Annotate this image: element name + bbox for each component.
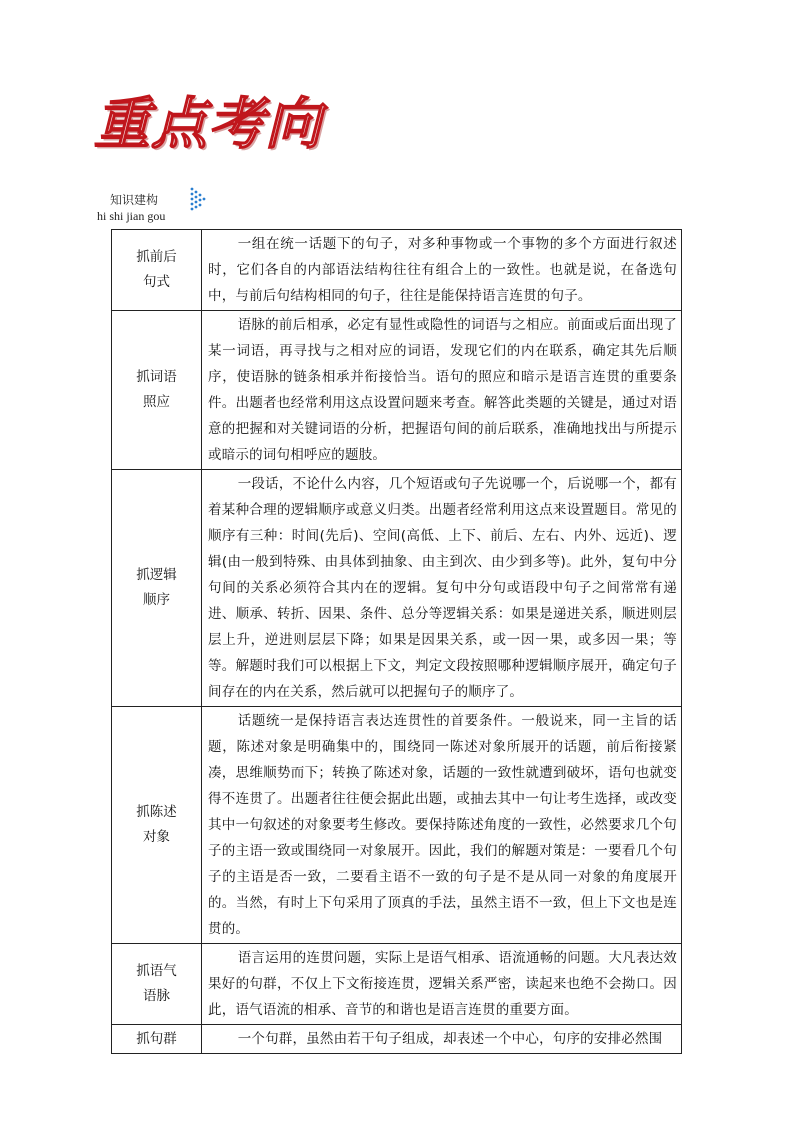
row-content: 语言运用的连贯问题，实际上是语气相承、语流通畅的问题。大凡表达效果好的句群，不仅上下文衔接连贯，逻辑关系严密，读起来也绝不会拗口。因此，语气语流的相承、音节的和谐也是语言连贯的重要方面。 [202,944,682,1025]
row-content: 一个句群，虽然由若干句子组成，却表述一个中心，句序的安排必然围 [202,1025,682,1054]
row-label: 抓句群 [112,1025,202,1054]
row-label: 抓陈述 对象 [112,707,202,944]
table-row [112,470,682,707]
row-content: 一组在统一话题下的句子，对多种事物或一个事物的多个方面进行叙述时，它们各自的内部语法结构往往有组合上的一致性。也就是说，在备选句中，与前后句结构相同的句子，往往是能保持语言连贯的句子。 [202,230,682,311]
table-row [112,707,682,944]
table-row [112,230,682,311]
table-row [112,311,682,470]
table-row [112,1025,682,1054]
row-content: 语脉的前后相承，必定有显性或隐性的词语与之相应。前面或后面出现了某一词语，再寻找与之相对应的词语，发现它们的内在联系，确定其先后顺序，使语脉的链条相承并衔接恰当。语句的照应和暗示是语言连贯的重要条件。出题者也经常利用这点设置问题来考查。解答此类题的关键是，通过对语意的把握和对关键词语的分析，把握语句间的前后联系，准确地找出与所提示或暗示的词句相呼应的题肢。 [202,311,682,470]
row-label: 抓词语 照应 [112,311,202,470]
section-pinyin: hi shi jian gou [97,209,166,223]
row-label: 抓语气 语脉 [112,944,202,1025]
page-title: 重点考向 [94,91,322,157]
row-content: 一段话，不论什么内容，几个短语或句子先说哪一个，后说哪一个，都有着某种合理的逻辑顺序或意义归类。出题者经常利用这点来设置题目。常见的顺序有三种：时间(先后)、空间(高低、上下、前后、左右、内外、远近)、逻辑(由一般到特殊、由具体到抽象、由主到次、由少到多等)。此外，复句中分句间的关系必须符合其内在的逻辑。复句中分句或语段中句子之间常常有递进、顺承、转折、因果、条件、总分等逻辑关系：如果是递进关系，顺进则层层上升，逆进则层层下降；如果是因果关系，或一因一果，或多因一果；等等。解题时我们可以根据上下文，判定文段按照哪种逻辑顺序展开，确定句子间存在的内在关系，然后就可以把握句子的顺序了。 [202,470,682,707]
dotted-arrow-icon [190,187,206,213]
section-label: 知识建构 [110,193,159,207]
row-label: 抓前后 句式 [112,230,202,311]
row-content: 话题统一是保持语言表达连贯性的首要条件。一般说来，同一主旨的话题，陈述对象是明确集中的，围绕同一陈述对象所展开的话题，前后衔接紧凑，思维顺势而下；转换了陈述对象，话题的一致性就遭到破坏，语句也就变得不连贯了。出题者往往便会据此出题，或抽去其中一句让考生选择，或改变其中一句叙述的对象要考生修改。要保持陈述角度的一致性，必然要求几个句子的主语一致或围绕同一对象展开。因此，我们的解题对策是：一要看几个句子的主语是否一致，二要看主语不一致的句子是不是从同一对象的角度展开的。当然，有时上下句采用了顶真的手法，虽然主语不一致，但上下文也是连贯的。 [202,707,682,944]
table-row [112,944,682,1025]
row-label: 抓逻辑 顺序 [112,470,202,707]
knowledge-table [111,229,682,1054]
